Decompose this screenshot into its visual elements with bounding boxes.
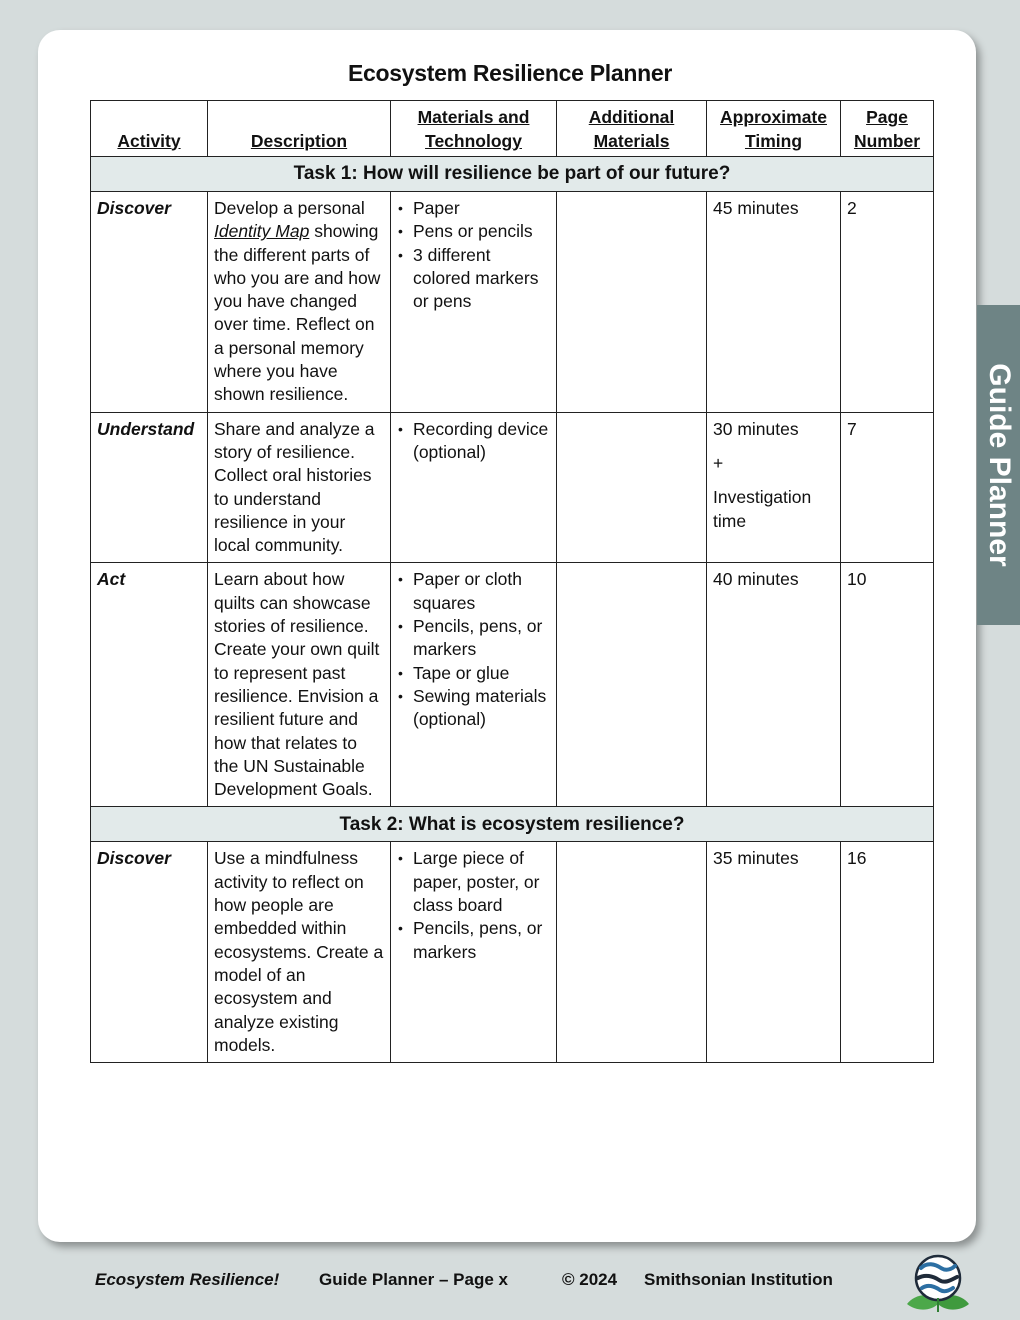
ecosystem-globe-logo-icon: [905, 1254, 971, 1316]
table-row: [91, 412, 934, 563]
footer-guide-title: Ecosystem Resilience!: [95, 1270, 280, 1289]
table-row: [91, 192, 934, 413]
page-title: Ecosystem Resilience Planner: [348, 60, 672, 86]
activity-cell: Act: [91, 563, 208, 807]
timing-text: 30 minutes: [713, 418, 799, 439]
additional-cell: [557, 563, 707, 807]
materials-cell: [391, 842, 557, 1063]
header-timing: Approximate Timing: [707, 101, 841, 157]
timing-cell: [707, 412, 841, 563]
material-item: • 3 different colored markers or pens: [397, 244, 550, 314]
timing-cell: 35 minutes: [707, 842, 841, 1063]
materials-cell: [391, 563, 557, 807]
side-tab-label: Guide Planner: [982, 363, 1016, 567]
material-item: • Pencils, pens, or markers: [397, 615, 550, 662]
footer-year: © 2024: [562, 1270, 618, 1289]
timing-cell: 45 minutes: [707, 192, 841, 413]
page-cell: 16: [841, 842, 934, 1063]
page-cell: 7: [841, 412, 934, 563]
header-description: Description: [208, 101, 391, 157]
task-row: [91, 157, 934, 192]
material-item: • Paper or cloth squares: [397, 568, 550, 615]
table-row: [91, 563, 934, 807]
description-cell: [208, 192, 391, 413]
description-cell: Share and analyze a story of resilience. Collect oral histories to understand resilience in your local community.: [208, 412, 391, 563]
task-row: [91, 807, 934, 842]
activity-cell: Understand: [91, 412, 208, 563]
materials-cell: [391, 192, 557, 413]
additional-cell: [557, 192, 707, 413]
description-cell: Learn about how quilts can showcase stories of resilience. Create your own quilt to represent past resilience. Envision a resilient future and how that relates to the UN Sustainable Development Goals.: [208, 563, 391, 807]
activity-cell: Discover: [91, 842, 208, 1063]
material-item: • Pens or pencils: [397, 220, 550, 243]
material-item: • Paper: [397, 197, 550, 220]
material-item: • Large piece of paper, poster, or class board: [397, 847, 550, 917]
side-tab[interactable]: [977, 305, 1020, 625]
header-additional: Additional Materials: [557, 101, 707, 157]
material-item: • Tape or glue: [397, 662, 550, 685]
additional-cell: [557, 842, 707, 1063]
header-materials: Materials and Technology: [391, 101, 557, 157]
header-row: [91, 101, 934, 157]
identity-map-link[interactable]: Identity Map: [214, 221, 310, 242]
activity-cell: Discover: [91, 192, 208, 413]
page-cell: 2: [841, 192, 934, 413]
table-row: [91, 842, 934, 1063]
timing-text: Investigation time: [713, 487, 812, 531]
task1-title: Task 1: How will resilience be part of our future?: [91, 157, 934, 192]
additional-cell: [557, 412, 707, 563]
footer-page: Guide Planner – Page x: [319, 1270, 508, 1289]
material-item: • Pencils, pens, or markers: [397, 917, 550, 964]
header-page: Page Number: [841, 101, 934, 157]
task2-title: Task 2: What is ecosystem resilience?: [91, 807, 934, 842]
material-item: • Sewing materials (optional): [397, 685, 550, 732]
description-text: Develop a personal: [214, 198, 365, 218]
description-text: showing the different parts of who you are and how you have changed over time. Reflect on a personal memory where you have shown resilience.: [214, 221, 381, 405]
description-cell: Use a mindfulness activity to reflect on how people are embedded within ecosystems. Create a model of an ecosystem and analyze existing models.: [208, 842, 391, 1063]
footer-org: Smithsonian Institution: [644, 1270, 833, 1289]
timing-plus: +: [713, 452, 724, 473]
material-item: • Recording device (optional): [397, 418, 550, 465]
planner-table: [90, 100, 934, 1063]
page-cell: 10: [841, 563, 934, 807]
materials-cell: [391, 412, 557, 563]
timing-cell: 40 minutes: [707, 563, 841, 807]
header-activity: Activity: [91, 101, 208, 157]
